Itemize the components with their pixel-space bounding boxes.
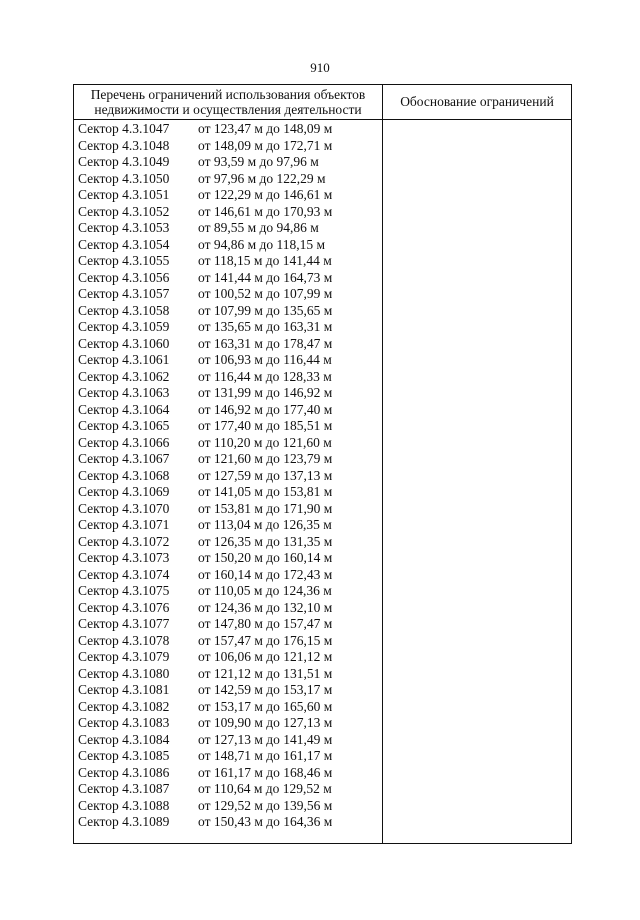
sector-name: Сектор 4.3.1071 [78, 517, 170, 532]
sector-name: Сектор 4.3.1076 [78, 599, 170, 615]
sector-name: Сектор 4.3.1088 [78, 797, 170, 813]
table-row [74, 765, 382, 782]
table-row [74, 567, 382, 584]
sector-name: Сектор 4.3.1052 [78, 203, 170, 219]
distance-range: от 131,99 м до 146,92 м [198, 385, 333, 400]
table-row [74, 666, 382, 683]
sector-name: Сектор 4.3.1057 [78, 286, 170, 301]
sector-name: Сектор 4.3.1080 [78, 665, 170, 681]
sector-name: Сектор 4.3.1067 [78, 451, 170, 466]
table-row [74, 699, 382, 716]
sector-name: Сектор 4.3.1086 [78, 764, 170, 780]
distance-range: от 118,15 м до 141,44 м [198, 253, 332, 268]
distance-range: от 129,52 м до 139,56 м [198, 797, 333, 813]
table-row [74, 154, 382, 171]
distance-range: от 127,59 м до 137,13 м [198, 467, 333, 483]
table-row [74, 336, 382, 353]
distance-range: от 146,61 м до 170,93 м [198, 203, 333, 219]
column-divider [382, 85, 383, 843]
restrictions-table [73, 84, 572, 844]
distance-range: от 97,96 м до 122,29 м [198, 170, 326, 186]
sector-name: Сектор 4.3.1064 [78, 401, 170, 417]
header-restrictions-list [74, 87, 382, 117]
table-header [74, 85, 571, 120]
table-row [74, 402, 382, 419]
table-row [74, 286, 382, 303]
sector-name: Сектор 4.3.1048 [78, 137, 170, 153]
sector-name: Сектор 4.3.1089 [78, 814, 170, 829]
table-row [74, 649, 382, 666]
table-row [74, 385, 382, 402]
sector-name: Сектор 4.3.1063 [78, 385, 170, 400]
table-row [74, 517, 382, 534]
distance-range: от 93,59 м до 97,96 м [198, 154, 319, 169]
distance-range: от 113,04 м до 126,35 м [198, 517, 332, 532]
table-row [74, 484, 382, 501]
page-number: 910 [310, 60, 330, 75]
table-row [74, 583, 382, 600]
distance-range: от 147,80 м до 157,47 м [198, 616, 333, 631]
distance-range: от 106,06 м до 121,12 м [198, 649, 333, 664]
distance-range: от 135,65 м до 163,31 м [198, 319, 333, 334]
distance-range: от 122,29 м до 146,61 м [198, 187, 333, 202]
table-row [74, 237, 382, 254]
header-restrictions-line-1: Перечень ограничений использования объектов [90, 87, 366, 102]
sector-name: Сектор 4.3.1060 [78, 335, 170, 351]
sector-name: Сектор 4.3.1087 [78, 781, 170, 796]
table-row [74, 352, 382, 369]
distance-range: от 153,81 м до 171,90 м [198, 500, 333, 516]
distance-range: от 110,20 м до 121,60 м [198, 434, 332, 450]
distance-range: от 94,86 м до 118,15 м [198, 236, 326, 252]
sector-name: Сектор 4.3.1051 [78, 187, 170, 202]
distance-range: от 116,44 м до 128,33 м [198, 368, 332, 384]
table-row [74, 204, 382, 221]
table-row [74, 418, 382, 435]
sector-name: Сектор 4.3.1055 [78, 253, 170, 268]
sector-name: Сектор 4.3.1083 [78, 715, 170, 730]
distance-range: от 148,09 м до 172,71 м [198, 137, 333, 153]
distance-range: от 127,13 м до 141,49 м [198, 731, 333, 747]
distance-range: от 123,47 м до 148,09 м [198, 121, 333, 136]
table-row [74, 715, 382, 732]
distance-range: от 109,90 м до 127,13 м [198, 715, 333, 730]
sector-name: Сектор 4.3.1066 [78, 434, 170, 450]
table-row [74, 550, 382, 567]
sector-name: Сектор 4.3.1056 [78, 269, 170, 285]
distance-range: от 110,64 м до 129,52 м [198, 781, 332, 796]
table-row [74, 616, 382, 633]
sector-name: Сектор 4.3.1070 [78, 500, 170, 516]
table-row [74, 187, 382, 204]
sector-name: Сектор 4.3.1069 [78, 484, 170, 499]
header-justification: Обоснование ограничений [400, 94, 554, 109]
table-row [74, 451, 382, 468]
distance-range: от 89,55 м до 94,86 м [198, 220, 319, 235]
sector-name: Сектор 4.3.1059 [78, 319, 170, 334]
sector-name: Сектор 4.3.1054 [78, 236, 170, 252]
sector-name: Сектор 4.3.1079 [78, 649, 170, 664]
sector-name: Сектор 4.3.1047 [78, 121, 170, 136]
distance-range: от 126,35 м до 131,35 м [198, 533, 333, 549]
table-row [74, 468, 382, 485]
distance-range: от 150,20 м до 160,14 м [198, 550, 333, 565]
sector-name: Сектор 4.3.1053 [78, 220, 170, 235]
sector-name: Сектор 4.3.1085 [78, 748, 170, 763]
distance-range: от 141,05 м до 153,81 м [198, 484, 333, 499]
sector-name: Сектор 4.3.1061 [78, 352, 170, 367]
sector-name: Сектор 4.3.1077 [78, 616, 170, 631]
distance-range: от 106,93 м до 116,44 м [198, 352, 332, 367]
distance-range: от 157,47 м до 176,15 м [198, 632, 333, 648]
table-row [74, 732, 382, 749]
table-row [74, 171, 382, 188]
distance-range: от 121,12 м до 131,51 м [198, 665, 333, 681]
table-row [74, 781, 382, 798]
distance-range: от 141,44 м до 164,73 м [198, 269, 333, 285]
header-restrictions-line-2: недвижимости и осуществления деятельности [94, 102, 362, 117]
table-row [74, 600, 382, 617]
sector-name: Сектор 4.3.1078 [78, 632, 170, 648]
distance-range: от 107,99 м до 135,65 м [198, 302, 333, 318]
sector-name: Сектор 4.3.1065 [78, 418, 170, 433]
sector-name: Сектор 4.3.1050 [78, 170, 170, 186]
distance-range: от 124,36 м до 132,10 м [198, 599, 333, 615]
table-row [74, 121, 382, 138]
table-row [74, 435, 382, 452]
table-row [74, 253, 382, 270]
distance-range: от 148,71 м до 161,17 м [198, 748, 333, 763]
sector-name: Сектор 4.3.1081 [78, 682, 170, 697]
distance-range: от 110,05 м до 124,36 м [198, 583, 332, 598]
distance-range: от 121,60 м до 123,79 м [198, 451, 333, 466]
table-row [74, 303, 382, 320]
sector-name: Сектор 4.3.1062 [78, 368, 170, 384]
sector-name: Сектор 4.3.1072 [78, 533, 170, 549]
sector-name: Сектор 4.3.1074 [78, 566, 170, 582]
distance-range: от 100,52 м до 107,99 м [198, 286, 333, 301]
table-row [74, 220, 382, 237]
table-row [74, 369, 382, 386]
table-row [74, 319, 382, 336]
table-row [74, 798, 382, 815]
table-row [74, 270, 382, 287]
table-row [74, 814, 382, 831]
table-row [74, 534, 382, 551]
distance-range: от 163,31 м до 178,47 м [198, 335, 333, 351]
table-row [74, 682, 382, 699]
sector-name: Сектор 4.3.1084 [78, 731, 170, 747]
sector-name: Сектор 4.3.1073 [78, 550, 170, 565]
table-row [74, 138, 382, 155]
sector-name: Сектор 4.3.1082 [78, 698, 170, 714]
table-body [74, 121, 382, 831]
distance-range: от 177,40 м до 185,51 м [198, 418, 333, 433]
distance-range: от 142,59 м до 153,17 м [198, 682, 333, 697]
sector-name: Сектор 4.3.1058 [78, 302, 170, 318]
distance-range: от 160,14 м до 172,43 м [198, 566, 333, 582]
distance-range: от 161,17 м до 168,46 м [198, 764, 333, 780]
distance-range: от 150,43 м до 164,36 м [198, 814, 333, 829]
distance-range: от 153,17 м до 165,60 м [198, 698, 333, 714]
table-row [74, 633, 382, 650]
sector-name: Сектор 4.3.1049 [78, 154, 170, 169]
sector-name: Сектор 4.3.1068 [78, 467, 170, 483]
table-row [74, 748, 382, 765]
table-row [74, 501, 382, 518]
distance-range: от 146,92 м до 177,40 м [198, 401, 333, 417]
sector-name: Сектор 4.3.1075 [78, 583, 170, 598]
